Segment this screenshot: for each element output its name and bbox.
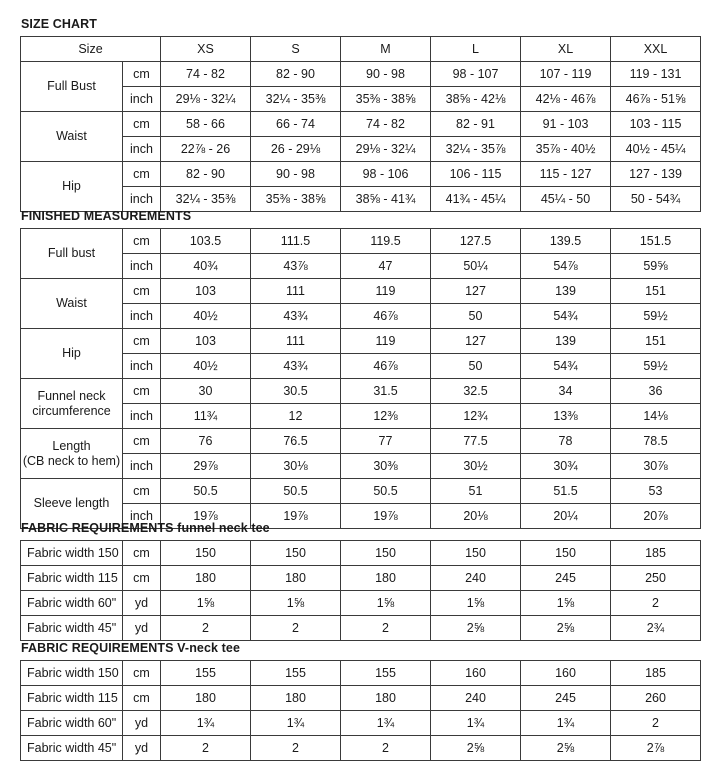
value-cell: 30⅞ (611, 454, 701, 479)
value-cell: 30.5 (251, 379, 341, 404)
value-cell: 22⅞ - 26 (161, 137, 251, 162)
value-cell: 111 (251, 329, 341, 354)
fabric-vneck-title-rest: V-neck tee (173, 641, 241, 655)
value-cell: 240 (431, 566, 521, 591)
value-cell: 40¾ (161, 254, 251, 279)
fabric-vneck-title-bold: FABRIC REQUIREMENTS (21, 641, 174, 655)
value-cell: 2 (251, 736, 341, 761)
value-cell: 245 (521, 686, 611, 711)
value-cell: 1¾ (341, 711, 431, 736)
value-cell: 59⅝ (611, 254, 701, 279)
value-cell: 103.5 (161, 229, 251, 254)
value-cell: 1⅝ (251, 591, 341, 616)
size-header-cell: M (341, 37, 431, 62)
value-cell: 59½ (611, 304, 701, 329)
value-cell: 32¼ - 35⅜ (161, 187, 251, 212)
value-cell: 2⅝ (431, 736, 521, 761)
finished-measurements-title: FINISHED MEASUREMENTS (21, 209, 192, 223)
fabric-width-label: Fabric width 45" (21, 736, 123, 761)
value-cell: 54⅞ (521, 254, 611, 279)
size-header-cell: S (251, 37, 341, 62)
unit-cell: yd (123, 591, 161, 616)
value-cell: 139 (521, 329, 611, 354)
unit-cell: cm (123, 162, 161, 187)
table-row (21, 686, 701, 711)
value-cell: 40½ (161, 304, 251, 329)
value-cell: 43⅞ (251, 254, 341, 279)
fabric-funnel-table (20, 540, 701, 641)
measurement-label: Hip (21, 162, 123, 212)
value-cell: 50 - 54¾ (611, 187, 701, 212)
value-cell: 98 - 107 (431, 62, 521, 87)
unit-cell: yd (123, 736, 161, 761)
table-row (21, 329, 701, 354)
value-cell: 160 (431, 661, 521, 686)
table-row (21, 279, 701, 304)
value-cell: 19⅞ (341, 504, 431, 529)
value-cell: 29⅛ - 32¼ (341, 137, 431, 162)
value-cell: 77.5 (431, 429, 521, 454)
value-cell: 46⅞ - 51⅝ (611, 87, 701, 112)
value-cell: 82 - 90 (161, 162, 251, 187)
value-cell: 260 (611, 686, 701, 711)
value-cell: 12¾ (431, 404, 521, 429)
value-cell: 36 (611, 379, 701, 404)
value-cell: 2⅝ (431, 616, 521, 641)
value-cell: 50.5 (341, 479, 431, 504)
value-cell: 66 - 74 (251, 112, 341, 137)
unit-cell: cm (123, 566, 161, 591)
value-cell: 35⅞ - 40½ (521, 137, 611, 162)
value-cell: 103 (161, 279, 251, 304)
value-cell: 74 - 82 (161, 62, 251, 87)
value-cell: 53 (611, 479, 701, 504)
value-cell: 127 (431, 329, 521, 354)
value-cell: 40½ - 45¼ (611, 137, 701, 162)
fabric-width-label: Fabric width 115 (21, 686, 123, 711)
value-cell: 2⅞ (611, 736, 701, 761)
value-cell: 1¾ (251, 711, 341, 736)
value-cell: 77 (341, 429, 431, 454)
value-cell: 1¾ (431, 711, 521, 736)
value-cell: 2 (161, 736, 251, 761)
table-row (21, 661, 701, 686)
value-cell: 150 (431, 541, 521, 566)
value-cell: 11¾ (161, 404, 251, 429)
value-cell: 127 - 139 (611, 162, 701, 187)
value-cell: 107 - 119 (521, 62, 611, 87)
table-row (21, 479, 701, 504)
value-cell: 103 (161, 329, 251, 354)
table-row (21, 229, 701, 254)
value-cell: 31.5 (341, 379, 431, 404)
fabric-funnel-title-bold: FABRIC REQUIREMENTS (21, 521, 174, 535)
value-cell: 30¾ (521, 454, 611, 479)
value-cell: 46⅞ (341, 304, 431, 329)
value-cell: 119 (341, 329, 431, 354)
measurement-label-line1: Length (52, 438, 91, 453)
fabric-width-label: Fabric width 150 (21, 541, 123, 566)
unit-cell: inch (123, 404, 161, 429)
size-header-cell: XL (521, 37, 611, 62)
value-cell: 150 (251, 541, 341, 566)
unit-cell: cm (123, 686, 161, 711)
value-cell: 13⅜ (521, 404, 611, 429)
value-cell: 32¼ - 35⅞ (431, 137, 521, 162)
unit-cell: cm (123, 279, 161, 304)
value-cell: 155 (251, 661, 341, 686)
unit-cell: inch (123, 354, 161, 379)
value-cell: 2 (251, 616, 341, 641)
value-cell: 90 - 98 (341, 62, 431, 87)
value-cell: 38⅝ - 41¾ (341, 187, 431, 212)
table-row (21, 379, 701, 404)
value-cell: 20⅛ (431, 504, 521, 529)
value-cell: 35⅜ - 38⅝ (341, 87, 431, 112)
size-chart-table (20, 36, 701, 212)
value-cell: 2⅝ (521, 736, 611, 761)
value-cell: 119.5 (341, 229, 431, 254)
value-cell: 155 (341, 661, 431, 686)
value-cell: 1¾ (161, 711, 251, 736)
table-row (21, 254, 701, 279)
value-cell: 12 (251, 404, 341, 429)
unit-cell: inch (123, 454, 161, 479)
unit-cell: cm (123, 479, 161, 504)
fabric-funnel-title (21, 520, 270, 536)
value-cell: 20⅞ (611, 504, 701, 529)
fabric-width-label: Fabric width 45" (21, 616, 123, 641)
value-cell: 45¼ - 50 (521, 187, 611, 212)
unit-cell: yd (123, 711, 161, 736)
value-cell: 51.5 (521, 479, 611, 504)
value-cell: 2 (611, 591, 701, 616)
unit-cell: inch (123, 187, 161, 212)
value-cell: 29⅞ (161, 454, 251, 479)
unit-cell: cm (123, 379, 161, 404)
value-cell: 43¾ (251, 354, 341, 379)
fabric-funnel-title-rest: funnel neck tee (173, 521, 270, 535)
value-cell: 2 (341, 736, 431, 761)
value-cell: 14⅛ (611, 404, 701, 429)
table-row (21, 137, 701, 162)
measurement-label: Hip (21, 329, 123, 379)
fabric-width-label: Fabric width 150 (21, 661, 123, 686)
fabric-vneck-table (20, 660, 701, 761)
table-row (21, 566, 701, 591)
unit-cell: cm (123, 329, 161, 354)
value-cell: 91 - 103 (521, 112, 611, 137)
value-cell: 43¾ (251, 304, 341, 329)
value-cell: 2⅝ (521, 616, 611, 641)
value-cell: 54¾ (521, 354, 611, 379)
value-cell: 151 (611, 279, 701, 304)
value-cell: 180 (161, 686, 251, 711)
value-cell: 47 (341, 254, 431, 279)
table-row (21, 736, 701, 761)
table-row (21, 616, 701, 641)
value-cell: 34 (521, 379, 611, 404)
value-cell: 103 - 115 (611, 112, 701, 137)
value-cell: 180 (341, 566, 431, 591)
unit-cell: inch (123, 504, 161, 529)
size-header-label: Size (21, 37, 161, 62)
measurement-label: Sleeve length (21, 479, 123, 529)
value-cell: 150 (161, 541, 251, 566)
value-cell: 41¾ - 45¼ (431, 187, 521, 212)
unit-cell: yd (123, 616, 161, 641)
table-row (21, 429, 701, 454)
value-cell: 240 (431, 686, 521, 711)
measurement-label-line1: Funnel neck (37, 388, 106, 403)
finished-measurements-table (20, 228, 701, 529)
table-row (21, 87, 701, 112)
measurement-label (21, 379, 123, 429)
value-cell: 2¾ (611, 616, 701, 641)
measurement-label-line2: circumference (32, 403, 111, 418)
table-row (21, 304, 701, 329)
value-cell: 51 (431, 479, 521, 504)
value-cell: 119 - 131 (611, 62, 701, 87)
value-cell: 111 (251, 279, 341, 304)
fabric-width-label: Fabric width 60" (21, 591, 123, 616)
value-cell: 1⅝ (341, 591, 431, 616)
size-header-cell: XS (161, 37, 251, 62)
table-row (21, 62, 701, 87)
value-cell: 150 (341, 541, 431, 566)
unit-cell: cm (123, 661, 161, 686)
value-cell: 106 - 115 (431, 162, 521, 187)
value-cell: 50 (431, 354, 521, 379)
fabric-width-label: Fabric width 115 (21, 566, 123, 591)
value-cell: 2 (341, 616, 431, 641)
measurement-label (21, 429, 123, 479)
unit-cell: cm (123, 112, 161, 137)
value-cell: 1⅝ (161, 591, 251, 616)
value-cell: 150 (521, 541, 611, 566)
value-cell: 26 - 29⅛ (251, 137, 341, 162)
measurement-label: Waist (21, 112, 123, 162)
value-cell: 30½ (431, 454, 521, 479)
unit-cell: inch (123, 304, 161, 329)
value-cell: 50.5 (161, 479, 251, 504)
value-cell: 82 - 91 (431, 112, 521, 137)
value-cell: 30⅜ (341, 454, 431, 479)
table-row (21, 404, 701, 429)
value-cell: 151 (611, 329, 701, 354)
value-cell: 2 (611, 711, 701, 736)
size-header-cell: L (431, 37, 521, 62)
unit-cell: inch (123, 137, 161, 162)
fabric-vneck-title (21, 640, 240, 656)
unit-cell: cm (123, 62, 161, 87)
value-cell: 151.5 (611, 229, 701, 254)
size-chart-title: SIZE CHART (21, 17, 97, 31)
value-cell: 180 (161, 566, 251, 591)
unit-cell: inch (123, 87, 161, 112)
value-cell: 19⅞ (251, 504, 341, 529)
value-cell: 160 (521, 661, 611, 686)
value-cell: 82 - 90 (251, 62, 341, 87)
unit-cell: cm (123, 229, 161, 254)
value-cell: 50 (431, 304, 521, 329)
value-cell: 58 - 66 (161, 112, 251, 137)
fabric-width-label: Fabric width 60" (21, 711, 123, 736)
value-cell: 139.5 (521, 229, 611, 254)
value-cell: 155 (161, 661, 251, 686)
value-cell: 90 - 98 (251, 162, 341, 187)
value-cell: 38⅝ - 42⅛ (431, 87, 521, 112)
table-row (21, 112, 701, 137)
value-cell: 139 (521, 279, 611, 304)
table-row (21, 591, 701, 616)
value-cell: 46⅞ (341, 354, 431, 379)
table-row (21, 354, 701, 379)
table-row (21, 711, 701, 736)
value-cell: 19⅞ (161, 504, 251, 529)
value-cell: 180 (251, 566, 341, 591)
unit-cell: cm (123, 541, 161, 566)
value-cell: 180 (341, 686, 431, 711)
value-cell: 30 (161, 379, 251, 404)
value-cell: 35⅜ - 38⅝ (251, 187, 341, 212)
value-cell: 1⅝ (521, 591, 611, 616)
value-cell: 32¼ - 35⅜ (251, 87, 341, 112)
value-cell: 1¾ (521, 711, 611, 736)
table-row (21, 454, 701, 479)
value-cell: 54¾ (521, 304, 611, 329)
value-cell: 115 - 127 (521, 162, 611, 187)
measurement-label: Full Bust (21, 62, 123, 112)
value-cell: 50.5 (251, 479, 341, 504)
value-cell: 127.5 (431, 229, 521, 254)
value-cell: 180 (251, 686, 341, 711)
table-row (21, 541, 701, 566)
value-cell: 245 (521, 566, 611, 591)
value-cell: 119 (341, 279, 431, 304)
value-cell: 29⅛ - 32¼ (161, 87, 251, 112)
value-cell: 78.5 (611, 429, 701, 454)
value-cell: 42⅛ - 46⅞ (521, 87, 611, 112)
value-cell: 74 - 82 (341, 112, 431, 137)
value-cell: 76 (161, 429, 251, 454)
value-cell: 1⅝ (431, 591, 521, 616)
value-cell: 40½ (161, 354, 251, 379)
value-cell: 2 (161, 616, 251, 641)
value-cell: 12⅜ (341, 404, 431, 429)
value-cell: 111.5 (251, 229, 341, 254)
value-cell: 185 (611, 541, 701, 566)
value-cell: 32.5 (431, 379, 521, 404)
unit-cell: cm (123, 429, 161, 454)
size-header-cell: XXL (611, 37, 701, 62)
value-cell: 59½ (611, 354, 701, 379)
measurement-label: Full bust (21, 229, 123, 279)
value-cell: 127 (431, 279, 521, 304)
measurement-label: Waist (21, 279, 123, 329)
value-cell: 98 - 106 (341, 162, 431, 187)
value-cell: 50¼ (431, 254, 521, 279)
value-cell: 20¼ (521, 504, 611, 529)
table-row (21, 162, 701, 187)
unit-cell: inch (123, 254, 161, 279)
value-cell: 78 (521, 429, 611, 454)
value-cell: 185 (611, 661, 701, 686)
measurement-label-line2: (CB neck to hem) (22, 453, 121, 468)
value-cell: 250 (611, 566, 701, 591)
value-cell: 76.5 (251, 429, 341, 454)
size-header-row (21, 37, 701, 62)
value-cell: 30⅛ (251, 454, 341, 479)
